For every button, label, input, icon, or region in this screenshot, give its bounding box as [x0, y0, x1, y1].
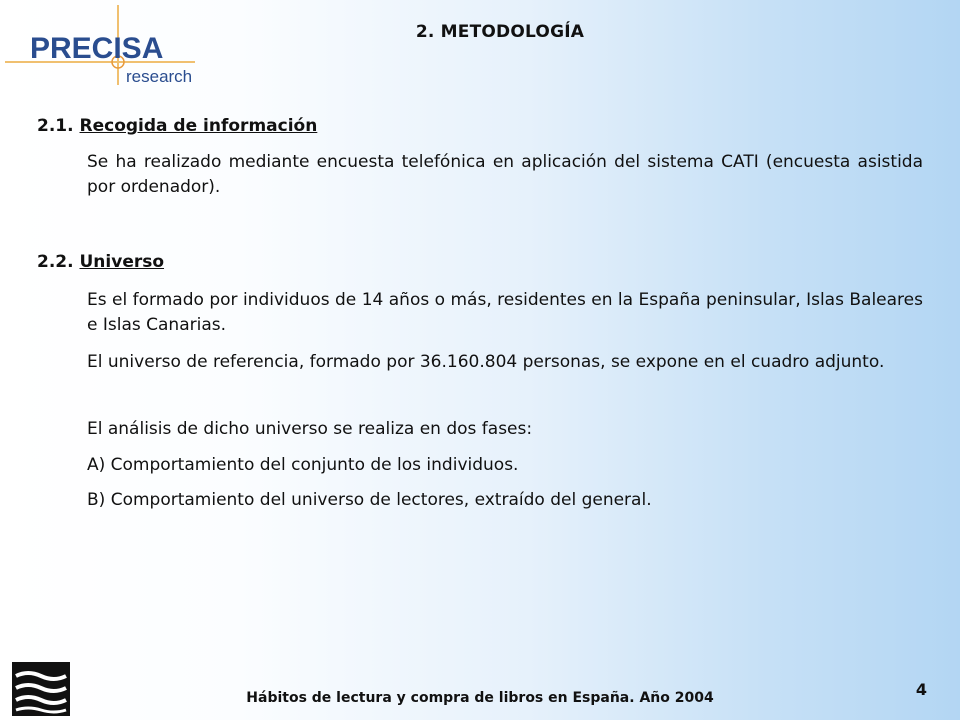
paragraph: A) Comportamiento del conjunto de los individuos.	[87, 455, 519, 475]
section-title: Recogida de información	[79, 116, 318, 136]
paragraph: El análisis de dicho universo se realiza en dos fases:	[87, 419, 533, 439]
section-number: 2.1.	[37, 116, 74, 136]
book-logo-icon	[12, 662, 70, 716]
section-number: 2.2.	[37, 252, 74, 272]
precisa-research-logo	[0, 0, 200, 90]
paragraph: B) Comportamiento del universo de lectores, extraído del general.	[87, 490, 652, 510]
section-heading-recogida	[37, 116, 317, 136]
logo-sub: research	[126, 67, 193, 86]
logo-brand: PRECISA	[30, 32, 164, 65]
page-title: 2. METODOLOGÍA	[415, 22, 585, 42]
paragraph: Se ha realizado mediante encuesta telefónica en aplicación del sistema CATI (encuesta asistida por ordenador).	[87, 152, 923, 197]
section-heading-universo	[37, 252, 164, 272]
paragraph: Es el formado por individuos de 14 años o más, residentes en la España peninsular, Islas Baleares e Islas Canarias.	[87, 290, 923, 335]
footer-text: Hábitos de lectura y compra de libros en España. Año 2004	[246, 690, 714, 706]
page-number: 4	[915, 680, 927, 699]
paragraph: El universo de referencia, formado por 36.160.804 personas, se expone en el cuadro adjunto.	[87, 352, 885, 372]
section-title: Universo	[79, 252, 165, 272]
